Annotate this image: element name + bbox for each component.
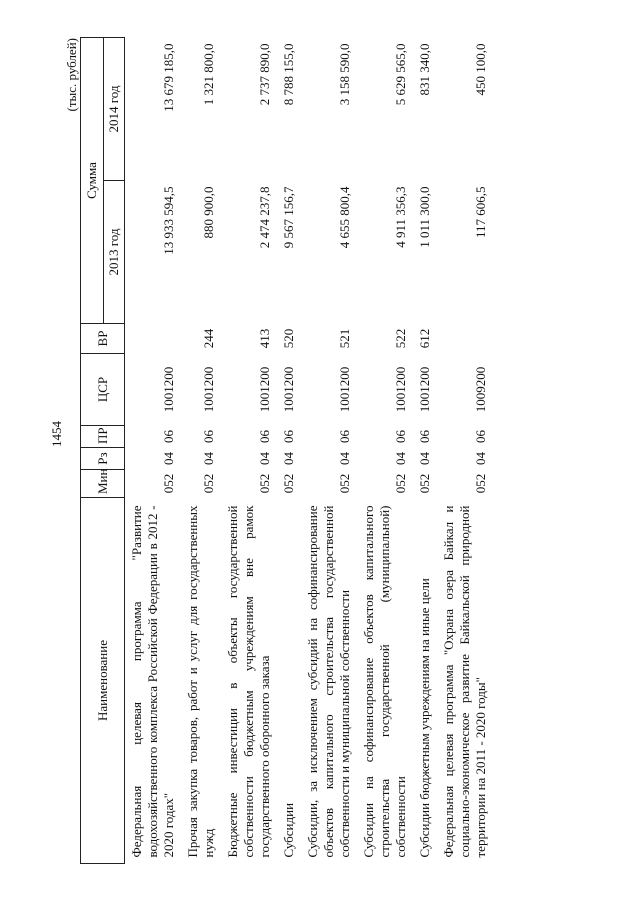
table-row	[181, 38, 221, 864]
table-body	[125, 38, 494, 864]
row-csr: 1001200	[337, 366, 352, 413]
row-vr: 244	[201, 328, 216, 349]
row-name: Федеральная целевая программа "Развитие водохозяйственного комплекса Российской Федерации в 2012 - 2020 годах"	[129, 505, 176, 858]
row-sum-2013: 880 900,0	[201, 186, 216, 239]
row-csr: 1001200	[281, 366, 296, 413]
row-pr: 06	[417, 430, 432, 443]
header-2014: 2014 год	[104, 38, 125, 181]
row-pr: 06	[281, 430, 296, 443]
row-min: 052	[337, 473, 352, 494]
row-sum-2014: 13 679 185,0	[161, 43, 176, 112]
row-min: 052	[393, 473, 408, 494]
row-name: Бюджетные инвестиции в объекты государственной собственности бюджетным учреждениям вне рамок государственного оборонного заказа	[225, 505, 272, 858]
row-csr: 1001200	[417, 366, 432, 413]
header-rz: Рз	[81, 448, 125, 470]
row-rz: 04	[161, 452, 176, 465]
row-rz: 04	[393, 452, 408, 465]
row-sum-2014: 8 788 155,0	[281, 43, 296, 106]
table-row	[437, 38, 493, 864]
row-sum-2014: 1 321 800,0	[201, 43, 216, 106]
row-pr: 06	[161, 430, 176, 443]
row-sum-2014: 450 100,0	[473, 43, 488, 96]
row-pr: 06	[201, 430, 216, 443]
row-pr: 06	[337, 430, 352, 443]
page-number: 1454	[49, 421, 64, 447]
row-sum-2014: 2 737 890,0	[257, 43, 272, 106]
row-sum-2014: 5 629 565,0	[393, 43, 408, 106]
header-pr: ПР	[81, 426, 125, 448]
table-row	[357, 38, 413, 864]
row-csr: 1001200	[393, 366, 408, 413]
row-sum-2013: 1 011 300,0	[417, 186, 432, 248]
row-min: 052	[417, 473, 432, 494]
row-name: Субсидии на софинансирование объектов капитального строительства государственной (муниципальной) собственности	[361, 505, 408, 858]
header-sum: Сумма	[81, 38, 104, 324]
row-vr: 612	[417, 328, 432, 349]
row-name: Субсидии	[281, 802, 296, 858]
budget-table	[80, 37, 493, 864]
row-csr: 1001200	[201, 366, 216, 413]
row-csr: 1001200	[161, 366, 176, 413]
row-csr: 1001200	[257, 366, 272, 413]
table-row	[301, 38, 357, 864]
row-vr	[125, 324, 182, 354]
row-csr: 1009200	[473, 366, 488, 413]
unit-note: (тыс. рублей)	[64, 38, 79, 112]
row-rz: 04	[201, 452, 216, 465]
row-sum-2013: 4 911 356,3	[393, 186, 408, 248]
row-sum-2014: 831 340,0	[417, 43, 432, 96]
row-vr: 522	[393, 328, 408, 349]
row-min: 052	[473, 473, 488, 494]
row-rz: 04	[281, 452, 296, 465]
row-rz: 04	[417, 452, 432, 465]
rotated-page-content	[64, 38, 584, 864]
row-sum-2014: 3 158 590,0	[337, 43, 352, 106]
row-min: 052	[161, 473, 176, 494]
row-sum-2013: 13 933 594,5	[161, 186, 176, 255]
row-name: Федеральная целевая программа "Охрана озера Байкал и социально-экономическое развитие Байкальской природной территории на 2011 - 2020 годы"	[441, 505, 488, 858]
row-min: 052	[281, 473, 296, 494]
header-2013: 2013 год	[104, 181, 125, 324]
row-sum-2013: 9 567 156,7	[281, 186, 296, 249]
table-row	[221, 38, 277, 864]
row-sum-2013: 117 606,5	[473, 186, 488, 239]
row-min: 052	[201, 473, 216, 494]
row-pr: 06	[393, 430, 408, 443]
row-rz: 04	[473, 452, 488, 465]
row-name: Субсидии, за исключением субсидий на софинансирование объектов капитального строительства государственной собственности и муниципальной собственности	[305, 505, 352, 858]
table-row	[277, 38, 301, 864]
header-csr: ЦСР	[81, 354, 125, 426]
table-row	[413, 38, 437, 864]
row-sum-2013: 4 655 800,4	[337, 186, 352, 249]
row-sum-2013: 2 474 237,8	[257, 186, 272, 249]
header-min: Мин	[81, 470, 125, 498]
row-name: Прочая закупка товаров, работ и услуг для государственных нужд	[185, 505, 216, 858]
row-vr	[437, 324, 493, 354]
row-pr: 06	[473, 430, 488, 443]
header-vr: ВР	[81, 324, 125, 354]
row-min: 052	[257, 473, 272, 494]
row-rz: 04	[257, 452, 272, 465]
row-rz: 04	[337, 452, 352, 465]
row-vr: 413	[257, 328, 272, 349]
row-vr: 520	[281, 328, 296, 349]
row-name: Субсидии бюджетным учреждениям на иные цели	[417, 578, 432, 858]
row-pr: 06	[257, 430, 272, 443]
header-name: Наименование	[81, 498, 125, 864]
row-vr: 521	[337, 328, 352, 349]
table-row	[125, 38, 182, 864]
